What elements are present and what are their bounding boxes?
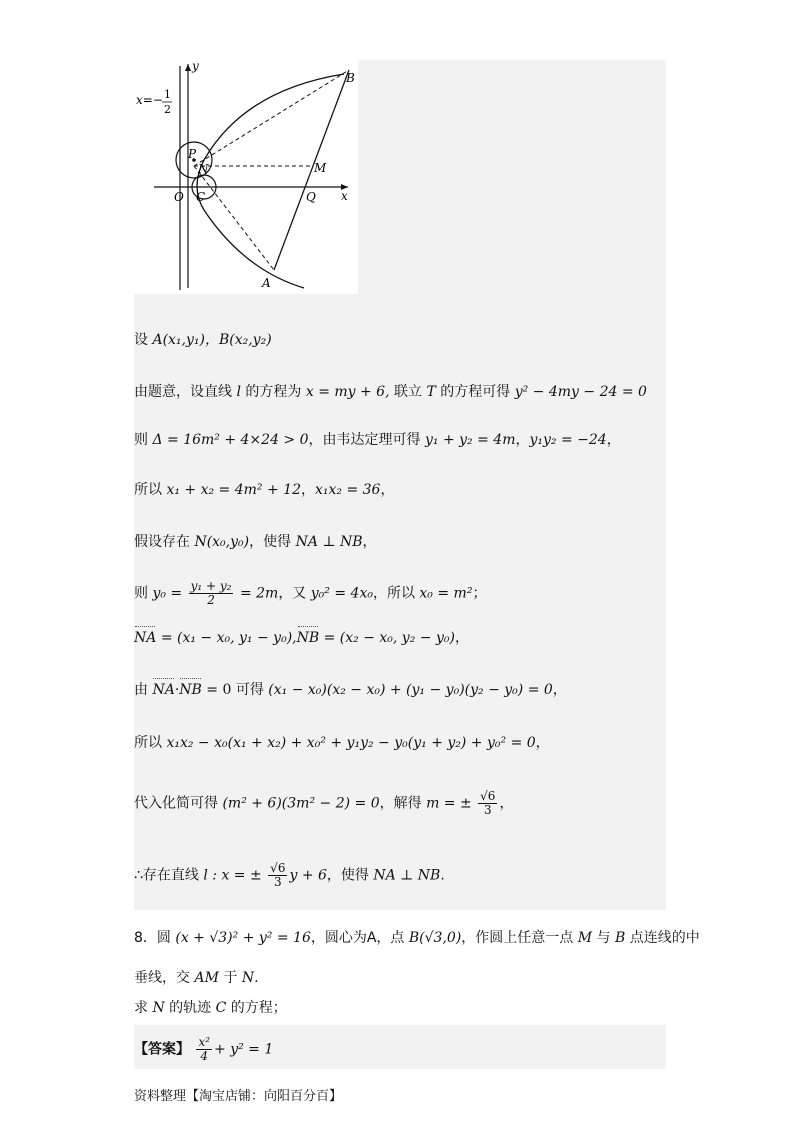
math: AM — [194, 970, 219, 986]
math: Δ = 16m² + 4×24 > 0 — [152, 432, 309, 448]
fraction — [189, 580, 234, 607]
math: N — [152, 1000, 165, 1016]
math: NA ⊥ NB — [373, 867, 441, 884]
solution-line-4 — [134, 480, 394, 500]
text: 由题意，设直线 — [134, 384, 237, 400]
label-b: B — [346, 71, 355, 85]
text: 可得 — [231, 682, 269, 698]
math: + y² = 1 — [214, 1041, 274, 1058]
parabola-figure — [134, 60, 358, 294]
math: C — [215, 1000, 227, 1016]
math: · — [174, 682, 180, 698]
problem-line-3 — [134, 998, 287, 1018]
text: 的方程可得 — [435, 384, 515, 400]
label-n: N — [198, 162, 209, 176]
solution-line-11 — [134, 862, 445, 889]
text: ， — [552, 682, 567, 698]
math: = 2m — [239, 585, 279, 602]
text: ，使得 — [326, 867, 374, 884]
math: (m² + 6)(3m² − 2) = 0 — [222, 795, 380, 812]
text: 求 — [134, 1000, 153, 1016]
text: 垂线，交 — [134, 970, 195, 986]
math: x₁ + x₂ = 4m² + 12 — [166, 482, 301, 498]
math: y + 6 — [289, 867, 327, 884]
text: ， — [380, 482, 395, 498]
text: 的方程； — [226, 1000, 287, 1016]
label-directrix-num: 1 — [164, 88, 171, 101]
vector-nb: NB — [179, 682, 202, 698]
text: 设 — [134, 332, 153, 348]
text: 则 — [134, 432, 153, 448]
answer-line — [134, 1036, 273, 1063]
fraction — [478, 790, 497, 817]
text: ，使得 — [249, 534, 296, 550]
text: . — [254, 970, 259, 986]
math: x = my + 6, — [305, 384, 390, 400]
math: y₁ + y₂ = 4m — [424, 432, 516, 448]
answer-label: 【答案】 — [134, 1041, 190, 1058]
label-y: y — [192, 60, 199, 73]
parabola-curve — [197, 74, 344, 288]
math: (x + √3)² + y² = 16 — [175, 930, 311, 946]
text: ， — [515, 432, 530, 448]
solution-line-9 — [134, 733, 550, 753]
frac-den: 2 — [207, 593, 215, 607]
label-c: C — [196, 190, 206, 204]
footer-source: 资料整理【淘宝店铺：向阳百分百】 — [134, 1089, 343, 1104]
text: 联立 — [389, 384, 427, 400]
math: NA ⊥ NB — [295, 534, 363, 550]
label-p: P — [188, 147, 197, 161]
text: ， — [454, 630, 469, 646]
vector-na: NA — [152, 682, 175, 698]
dashed-na — [194, 166, 274, 270]
vector-nb: NB — [296, 630, 320, 646]
math: m = ± — [426, 795, 472, 812]
math: y² − 4my − 24 = 0 — [514, 384, 647, 400]
text: 于 — [218, 970, 242, 986]
text: 所以 — [134, 482, 167, 498]
problem-line-2 — [134, 968, 259, 988]
math: y₁y₂ = −24 — [529, 432, 607, 448]
label-m: M — [314, 161, 327, 175]
math: = (x₂ − x₀, y₂ − y₀) — [319, 630, 455, 646]
text: ，圆心为A，点 — [310, 930, 409, 946]
frac-den: 4 — [200, 1049, 209, 1063]
label-directrix: x=− — [136, 93, 163, 107]
math: l — [236, 384, 241, 400]
text: ， — [362, 534, 377, 550]
text: 由 — [134, 682, 153, 698]
solution-line-6 — [134, 580, 486, 607]
problem-line-1 — [134, 928, 700, 948]
text: 与 — [592, 930, 615, 946]
text: ，所以 — [372, 585, 420, 602]
text: ，解得 — [379, 795, 427, 812]
math: (x₁ − x₀)(x₂ − x₀) + (y₁ − y₀)(y₂ − y₀) = 0 — [268, 682, 553, 698]
math: x₁x₂ − x₀(x₁ + x₂) + x₀² + y₁y₂ − y₀(y₁ + y₂) + y₀² = 0 — [166, 735, 536, 751]
label-x: x — [341, 189, 348, 203]
frac-num: x² — [198, 1035, 211, 1049]
text: ，作圆上任意一点 — [461, 930, 578, 946]
solution-line-5 — [134, 532, 377, 552]
solution-line-8 — [134, 680, 567, 700]
text: ， — [499, 795, 514, 812]
solution-line-1 — [134, 330, 272, 350]
dashed-nb — [194, 70, 349, 166]
math: M — [577, 930, 593, 946]
frac-den: 3 — [483, 803, 492, 817]
math: l : x = ± — [203, 867, 262, 884]
label-o: O — [174, 190, 184, 204]
text: ，又 — [278, 585, 311, 602]
label-q: Q — [306, 190, 316, 204]
text: 所以 — [134, 735, 167, 751]
frac-num: y₁ + y₂ — [190, 579, 232, 593]
text: 则 — [134, 585, 153, 602]
fraction — [196, 1036, 212, 1063]
text: 的方程为 — [240, 384, 306, 400]
math: A(x₁,y₁)，B(x₂,y₂) — [152, 332, 272, 348]
text: ∴存在直线 — [134, 867, 204, 884]
frac-den: 3 — [273, 875, 282, 889]
text: ； — [472, 585, 487, 602]
math: = (x₁ − x₀, y₁ − y₀), — [156, 630, 297, 646]
line-ab — [274, 70, 349, 270]
vector-na: NA — [134, 630, 157, 646]
math: x₁x₂ = 36 — [314, 482, 381, 498]
solution-line-3 — [134, 430, 621, 450]
math: B — [615, 930, 626, 946]
solution-line-7 — [134, 628, 469, 648]
text: 代入化简可得 — [134, 795, 223, 812]
frac-num: √6 — [480, 789, 496, 803]
math: y₀ = — [152, 585, 183, 602]
label-directrix-den: 2 — [164, 103, 171, 116]
math: = 0 — [201, 682, 232, 698]
solution-line-10 — [134, 790, 513, 817]
text: ，由韦达定理可得 — [308, 432, 425, 448]
math: x₀ = m² — [419, 585, 473, 602]
text: . — [440, 867, 445, 884]
text: 8．圆 — [134, 930, 176, 946]
text: 点连线的中 — [625, 930, 700, 946]
math: y₀² = 4x₀ — [310, 585, 373, 602]
text: ， — [300, 482, 315, 498]
text: 假设存在 — [134, 534, 195, 550]
text: ， — [535, 735, 550, 751]
fraction — [268, 862, 287, 889]
figure-svg — [134, 60, 358, 294]
label-a: A — [262, 276, 271, 290]
frac-num: √6 — [270, 861, 286, 875]
math: N — [241, 970, 255, 986]
math: N(x₀,y₀) — [194, 534, 250, 550]
text: ， — [606, 432, 621, 448]
math: B(√3,0) — [408, 930, 462, 946]
text: 的轨迹 — [164, 1000, 216, 1016]
math: T — [426, 384, 436, 400]
solution-line-2 — [134, 382, 647, 402]
